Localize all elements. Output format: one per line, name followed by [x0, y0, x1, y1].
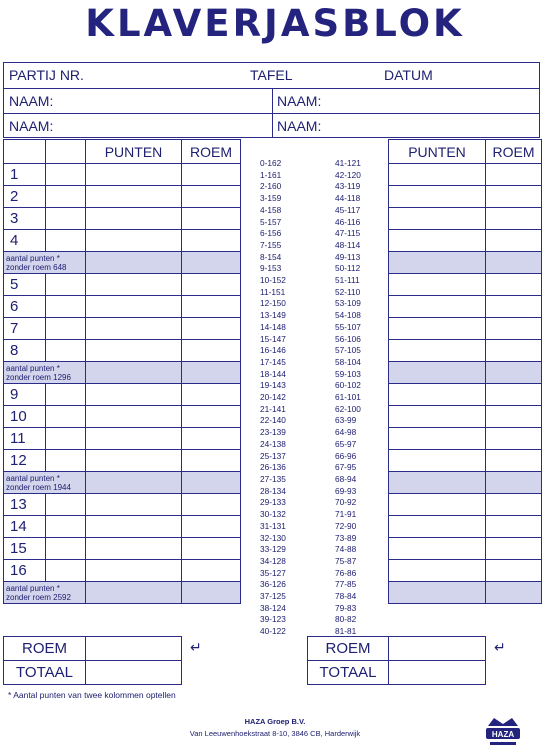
- right-roem-cell[interactable]: [486, 208, 542, 230]
- score-value: 64-98: [335, 427, 357, 438]
- round-roem-cell[interactable]: [182, 560, 241, 582]
- right-subtotal-roem-cell[interactable]: [486, 582, 542, 604]
- score-value: 48-114: [335, 239, 361, 250]
- subtotal-note-line2: zonder roem 2592: [6, 592, 71, 602]
- round-punten-cell[interactable]: [86, 318, 182, 340]
- right-subtotal-row: [389, 362, 542, 384]
- right-round-row: [389, 296, 542, 318]
- right-subtotal-row: [389, 472, 542, 494]
- right-roem-cell[interactable]: [486, 274, 542, 296]
- score-value: 68-94: [335, 473, 357, 484]
- score-value: 22-140: [260, 415, 286, 426]
- right-punten-cell[interactable]: [389, 428, 486, 450]
- round-roem-cell[interactable]: [182, 516, 241, 538]
- score-value: 5-157: [260, 216, 282, 227]
- round-roem-cell[interactable]: [182, 384, 241, 406]
- right-punten-cell[interactable]: [389, 296, 486, 318]
- naam-label-4: NAAM:: [277, 118, 322, 134]
- score-value: 29-133: [260, 497, 286, 508]
- company-address: Van Leeuwenhoekstraat 8-10, 3846 CB, Harderwijk: [189, 729, 361, 738]
- right-round-row: [389, 428, 542, 450]
- round-cell-a[interactable]: [46, 406, 86, 428]
- score-value: 81-81: [335, 626, 357, 637]
- right-round-row: [389, 538, 542, 560]
- left-punten-header: PUNTEN: [86, 140, 182, 164]
- header-box: [3, 62, 540, 138]
- score-value: 45-117: [335, 204, 361, 215]
- totaal-cell-right[interactable]: [389, 661, 486, 685]
- right-round-row: [389, 274, 542, 296]
- roem-cell-right[interactable]: [389, 637, 486, 661]
- score-value: 49-113: [335, 251, 361, 262]
- right-roem-cell[interactable]: [486, 494, 542, 516]
- right-punten-cell[interactable]: [389, 516, 486, 538]
- right-roem-cell[interactable]: [486, 516, 542, 538]
- right-subtotal-row: [389, 582, 542, 604]
- right-punten-cell[interactable]: [389, 164, 486, 186]
- round-row: [4, 230, 241, 252]
- score-value: 8-154: [260, 251, 282, 262]
- round-cell-a[interactable]: [46, 186, 86, 208]
- score-value: 80-82: [335, 614, 357, 625]
- right-subtotal-roem-cell[interactable]: [486, 252, 542, 274]
- score-value: 27-135: [260, 473, 286, 484]
- round-row: [4, 428, 241, 450]
- right-roem-cell[interactable]: [486, 186, 542, 208]
- subtotal-punten-cell[interactable]: [86, 582, 182, 604]
- subtotal-note-line1: aantal punten *: [6, 253, 60, 263]
- round-number: 16: [4, 560, 46, 582]
- naam-label-3: NAAM:: [9, 118, 54, 134]
- right-round-row: [389, 340, 542, 362]
- round-cell-a[interactable]: [46, 230, 86, 252]
- right-footer-table: [307, 636, 486, 685]
- right-punten-cell[interactable]: [389, 538, 486, 560]
- subtotal-note-line1: aantal punten *: [6, 583, 60, 593]
- round-row: [4, 384, 241, 406]
- round-row: [4, 450, 241, 472]
- score-value: 24-138: [260, 438, 286, 449]
- round-number: 15: [4, 538, 46, 560]
- right-subtotal-roem-cell[interactable]: [486, 472, 542, 494]
- round-cell-a[interactable]: [46, 516, 86, 538]
- right-round-row: [389, 208, 542, 230]
- score-value: 33-129: [260, 544, 286, 555]
- round-cell-a[interactable]: [46, 164, 86, 186]
- score-value: 32-130: [260, 532, 286, 543]
- round-number: 9: [4, 384, 46, 406]
- left-header-blank-1: [4, 140, 46, 164]
- subtotal-roem-cell[interactable]: [182, 472, 241, 494]
- subtotal-punten-cell[interactable]: [86, 252, 182, 274]
- score-value: 41-121: [335, 158, 361, 168]
- round-cell-a[interactable]: [46, 538, 86, 560]
- subtotal-note-line1: aantal punten *: [6, 363, 60, 373]
- round-number: 1: [4, 164, 46, 186]
- score-value: 15-147: [260, 333, 286, 344]
- right-roem-cell[interactable]: [486, 428, 542, 450]
- round-row: [4, 340, 241, 362]
- subtotal-row: [4, 472, 241, 494]
- subtotal-roem-cell[interactable]: [182, 362, 241, 384]
- round-punten-cell[interactable]: [86, 340, 182, 362]
- right-roem-cell[interactable]: [486, 450, 542, 472]
- score-value: 61-101: [335, 392, 361, 403]
- score-value: 42-120: [335, 169, 361, 180]
- round-row: [4, 516, 241, 538]
- naam-label-1: NAAM:: [9, 93, 54, 109]
- right-round-row: [389, 560, 542, 582]
- right-round-row: [389, 516, 542, 538]
- round-number: 7: [4, 318, 46, 340]
- round-punten-cell[interactable]: [86, 274, 182, 296]
- round-number: 4: [4, 230, 46, 252]
- right-roem-cell[interactable]: [486, 384, 542, 406]
- right-roem-cell[interactable]: [486, 164, 542, 186]
- score-value: 58-104: [335, 356, 361, 367]
- round-roem-cell[interactable]: [182, 494, 241, 516]
- score-value: 17-145: [260, 356, 286, 367]
- totaal-label-left: TOTAAL: [4, 661, 86, 685]
- round-roem-cell[interactable]: [182, 164, 241, 186]
- subtotal-note: [4, 472, 86, 494]
- round-cell-a[interactable]: [46, 560, 86, 582]
- right-subtotal-roem-cell[interactable]: [486, 362, 542, 384]
- datum-label: DATUM: [384, 67, 433, 83]
- round-cell-a[interactable]: [46, 318, 86, 340]
- score-value: 78-84: [335, 591, 357, 602]
- round-roem-cell[interactable]: [182, 406, 241, 428]
- score-value: 6-156: [260, 228, 282, 239]
- round-row: [4, 494, 241, 516]
- right-round-row: [389, 450, 542, 472]
- round-cell-a[interactable]: [46, 296, 86, 318]
- tafel-label: TAFEL: [250, 67, 293, 83]
- right-subtotal-punten-cell[interactable]: [389, 252, 486, 274]
- right-header-row: [389, 140, 542, 164]
- score-value: 23-139: [260, 427, 286, 438]
- round-row: [4, 560, 241, 582]
- round-roem-cell[interactable]: [182, 450, 241, 472]
- score-value: 65-97: [335, 438, 357, 449]
- left-header-blank-2: [46, 140, 86, 164]
- score-value: 11-151: [260, 286, 286, 297]
- round-number: 2: [4, 186, 46, 208]
- right-roem-cell[interactable]: [486, 340, 542, 362]
- round-cell-a[interactable]: [46, 274, 86, 296]
- score-value: 66-96: [335, 450, 357, 461]
- score-value: 1-161: [260, 169, 282, 180]
- score-value: 76-86: [335, 567, 357, 578]
- round-roem-cell[interactable]: [182, 186, 241, 208]
- subtotal-row: [4, 252, 241, 274]
- score-value: 73-89: [335, 532, 357, 543]
- score-value: 4-158: [260, 204, 282, 215]
- naam-label-2: NAAM:: [277, 93, 322, 109]
- score-value: 12-150: [260, 298, 286, 309]
- right-round-row: [389, 406, 542, 428]
- round-number: 6: [4, 296, 46, 318]
- score-value: 39-123: [260, 614, 286, 625]
- score-value: 20-142: [260, 392, 286, 403]
- score-value: 59-103: [335, 368, 361, 379]
- header-divider-v: [272, 88, 273, 138]
- score-value: 40-122: [260, 626, 286, 637]
- round-number: 3: [4, 208, 46, 230]
- round-cell-a[interactable]: [46, 494, 86, 516]
- round-row: [4, 318, 241, 340]
- right-punten-cell[interactable]: [389, 274, 486, 296]
- score-value: 63-99: [335, 415, 357, 426]
- round-cell-a[interactable]: [46, 340, 86, 362]
- score-value: 79-83: [335, 602, 357, 613]
- round-punten-cell[interactable]: [86, 428, 182, 450]
- round-punten-cell[interactable]: [86, 450, 182, 472]
- score-value: 44-118: [335, 193, 361, 204]
- score-value: 16-146: [260, 345, 286, 356]
- round-punten-cell[interactable]: [86, 538, 182, 560]
- score-column-1: [260, 158, 286, 638]
- subtotal-punten-cell[interactable]: [86, 362, 182, 384]
- totaal-label-right: TOTAAL: [308, 661, 389, 685]
- round-punten-cell[interactable]: [86, 560, 182, 582]
- score-value: 37-125: [260, 591, 286, 602]
- right-roem-cell[interactable]: [486, 318, 542, 340]
- subtotal-note-line2: zonder roem 648: [6, 262, 67, 272]
- score-value: 0-162: [260, 158, 282, 168]
- score-value: 55-107: [335, 321, 361, 332]
- right-roem-cell[interactable]: [486, 296, 542, 318]
- right-punten-cell[interactable]: [389, 340, 486, 362]
- round-punten-cell[interactable]: [86, 186, 182, 208]
- score-value: 52-110: [335, 286, 361, 297]
- round-punten-cell[interactable]: [86, 384, 182, 406]
- score-value: 50-112: [335, 263, 361, 274]
- round-number: 5: [4, 274, 46, 296]
- round-row: [4, 296, 241, 318]
- score-value: 25-137: [260, 450, 286, 461]
- round-row: [4, 208, 241, 230]
- round-number: 14: [4, 516, 46, 538]
- round-cell-a[interactable]: [46, 428, 86, 450]
- score-value: 3-159: [260, 193, 282, 204]
- right-roem-cell[interactable]: [486, 406, 542, 428]
- score-value: 26-136: [260, 462, 286, 473]
- score-value: 57-105: [335, 345, 361, 356]
- round-cell-a[interactable]: [46, 384, 86, 406]
- round-number: 11: [4, 428, 46, 450]
- round-punten-cell[interactable]: [86, 230, 182, 252]
- round-roem-cell[interactable]: [182, 230, 241, 252]
- right-punten-cell[interactable]: [389, 450, 486, 472]
- right-punten-cell[interactable]: [389, 208, 486, 230]
- score-column-2: [335, 158, 361, 638]
- score-value: 34-128: [260, 555, 286, 566]
- subtotal-punten-cell[interactable]: [86, 472, 182, 494]
- score-value: 60-102: [335, 380, 361, 391]
- score-value: 9-153: [260, 263, 282, 274]
- score-value: 38-124: [260, 602, 286, 613]
- score-value: 10-152: [260, 275, 286, 286]
- score-value: 77-85: [335, 579, 357, 590]
- score-value: 19-143: [260, 380, 286, 391]
- right-subtotal-punten-cell[interactable]: [389, 362, 486, 384]
- score-value: 62-100: [335, 403, 361, 414]
- round-punten-cell[interactable]: [86, 208, 182, 230]
- score-value: 67-95: [335, 462, 357, 473]
- score-value: 72-90: [335, 520, 357, 531]
- round-roem-cell[interactable]: [182, 274, 241, 296]
- score-value: 36-126: [260, 579, 286, 590]
- roem-label-left: ROEM: [4, 637, 86, 661]
- roem-label-right: ROEM: [308, 637, 389, 661]
- score-value: 18-144: [260, 368, 286, 379]
- subtotal-note-line2: zonder roem 1296: [6, 372, 71, 382]
- round-number: 13: [4, 494, 46, 516]
- partij-label: PARTIJ NR.: [9, 67, 84, 83]
- score-value: 2-160: [260, 181, 282, 192]
- subtotal-roem-cell[interactable]: [182, 582, 241, 604]
- round-punten-cell[interactable]: [86, 406, 182, 428]
- right-round-row: [389, 494, 542, 516]
- subtotal-note: [4, 582, 86, 604]
- company-name: HAZA Groep B.V.: [244, 717, 306, 726]
- round-roem-cell[interactable]: [182, 208, 241, 230]
- footnote: * Aantal punten van twee kolommen optellen: [8, 690, 176, 700]
- score-value: 54-108: [335, 310, 361, 321]
- score-value: 53-109: [335, 298, 361, 309]
- right-punten-cell[interactable]: [389, 230, 486, 252]
- left-header-row: [4, 140, 241, 164]
- score-value: 13-149: [260, 310, 286, 321]
- round-roem-cell[interactable]: [182, 538, 241, 560]
- round-cell-a[interactable]: [46, 450, 86, 472]
- round-number: 8: [4, 340, 46, 362]
- round-row: [4, 186, 241, 208]
- right-subtotal-punten-cell[interactable]: [389, 472, 486, 494]
- round-roem-cell[interactable]: [182, 428, 241, 450]
- round-row: [4, 406, 241, 428]
- subtotal-row: [4, 362, 241, 384]
- right-punten-cell[interactable]: [389, 186, 486, 208]
- score-value: 71-91: [335, 509, 357, 520]
- subtotal-note-line2: zonder roem 1944: [6, 482, 71, 492]
- round-punten-cell[interactable]: [86, 494, 182, 516]
- return-arrow-icon-right: ↵: [494, 639, 506, 655]
- round-punten-cell[interactable]: [86, 296, 182, 318]
- left-roem-header: ROEM: [182, 140, 241, 164]
- right-round-row: [389, 318, 542, 340]
- round-roem-cell[interactable]: [182, 318, 241, 340]
- score-value: 14-148: [260, 321, 286, 332]
- right-punten-header: PUNTEN: [389, 140, 486, 164]
- subtotal-note: [4, 362, 86, 384]
- score-value: 21-141: [260, 403, 286, 414]
- subtotal-note-line1: aantal punten *: [6, 473, 60, 483]
- logo-text: HAZA: [491, 730, 515, 739]
- right-subtotal-punten-cell[interactable]: [389, 582, 486, 604]
- left-footer-table: [3, 636, 182, 685]
- score-value: 69-93: [335, 485, 357, 496]
- score-value: 47-115: [335, 228, 361, 239]
- right-roem-header: ROEM: [486, 140, 542, 164]
- score-value: 7-155: [260, 239, 282, 250]
- round-row: [4, 538, 241, 560]
- right-roem-cell[interactable]: [486, 560, 542, 582]
- right-punten-cell[interactable]: [389, 384, 486, 406]
- subtotal-roem-cell[interactable]: [182, 252, 241, 274]
- page-title: KLAVERJASBLOK: [85, 2, 465, 45]
- subtotal-row: [4, 582, 241, 604]
- right-roem-cell[interactable]: [486, 538, 542, 560]
- score-value: 46-116: [335, 216, 361, 227]
- round-roem-cell[interactable]: [182, 296, 241, 318]
- right-subtotal-row: [389, 252, 542, 274]
- return-arrow-icon-left: ↵: [190, 639, 202, 655]
- score-value: 51-111: [335, 275, 360, 286]
- score-value: 31-131: [260, 520, 286, 531]
- round-number: 12: [4, 450, 46, 472]
- round-row: [4, 274, 241, 296]
- right-round-row: [389, 230, 542, 252]
- score-value: 30-132: [260, 509, 286, 520]
- haza-logo-icon: [478, 712, 528, 750]
- score-value: 70-92: [335, 497, 357, 508]
- right-round-row: [389, 164, 542, 186]
- round-roem-cell[interactable]: [182, 340, 241, 362]
- score-value: 35-127: [260, 567, 286, 578]
- left-score-table: [3, 139, 241, 604]
- totaal-cell-left[interactable]: [86, 661, 182, 685]
- right-punten-cell[interactable]: [389, 494, 486, 516]
- subtotal-note: [4, 252, 86, 274]
- right-round-row: [389, 384, 542, 406]
- right-roem-cell[interactable]: [486, 230, 542, 252]
- round-number: 10: [4, 406, 46, 428]
- round-punten-cell[interactable]: [86, 164, 182, 186]
- right-round-row: [389, 186, 542, 208]
- round-punten-cell[interactable]: [86, 516, 182, 538]
- right-score-table: [388, 139, 542, 604]
- score-value: 75-87: [335, 555, 357, 566]
- roem-cell-left[interactable]: [86, 637, 182, 661]
- round-cell-a[interactable]: [46, 208, 86, 230]
- score-value: 43-119: [335, 181, 361, 192]
- score-value: 28-134: [260, 485, 286, 496]
- right-punten-cell[interactable]: [389, 406, 486, 428]
- right-punten-cell[interactable]: [389, 318, 486, 340]
- score-value: 56-106: [335, 333, 361, 344]
- round-row: [4, 164, 241, 186]
- right-punten-cell[interactable]: [389, 560, 486, 582]
- score-value: 74-88: [335, 544, 357, 555]
